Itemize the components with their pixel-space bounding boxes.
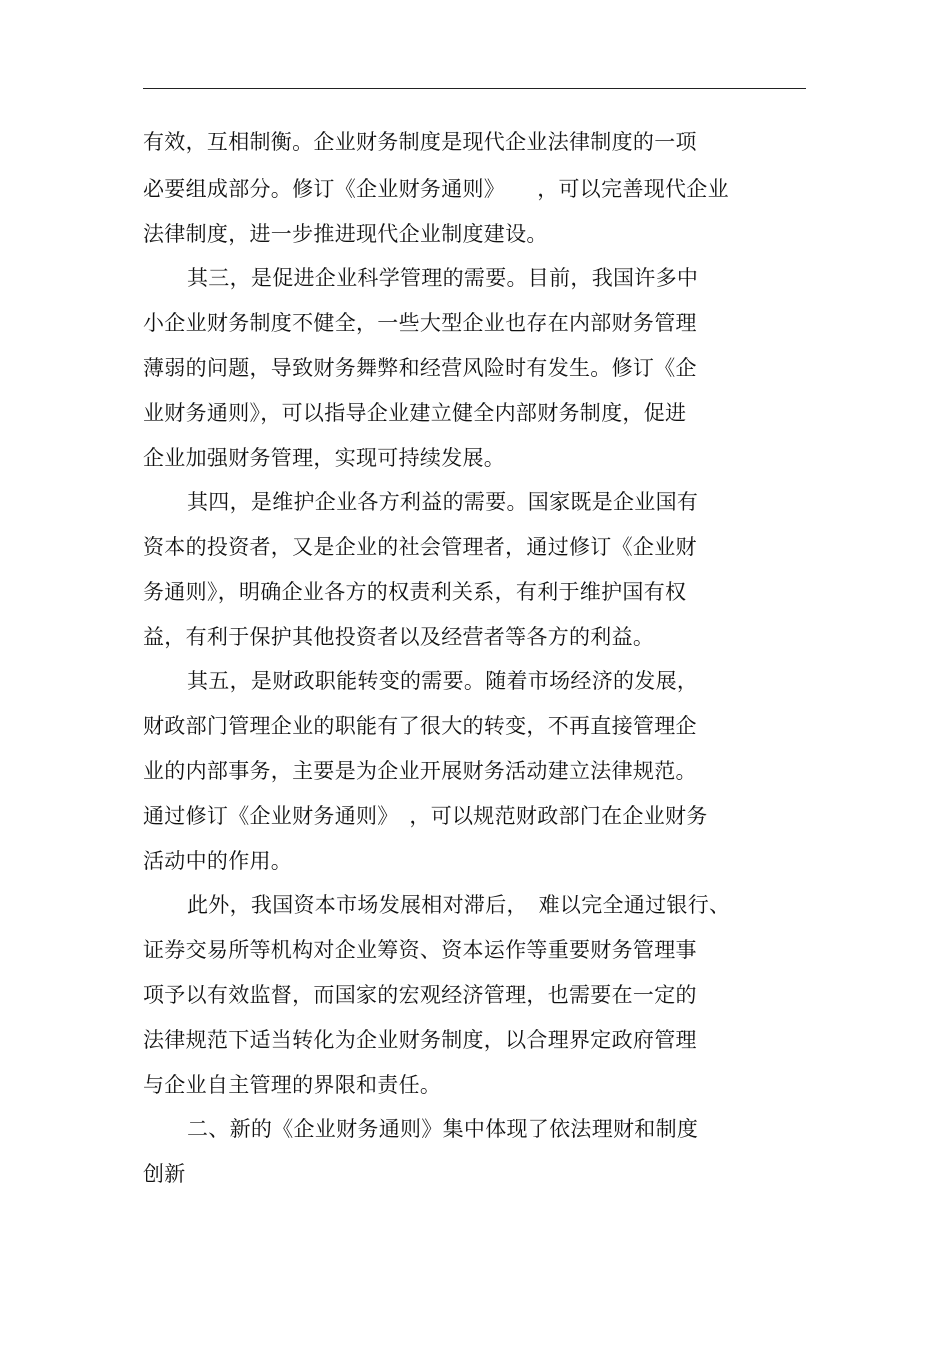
- text-line: 薄弱的问题，导致财务舞弊和经营风险时有发生。修订《企: [143, 356, 697, 380]
- text-line: 务通则》，明确企业各方的权责利关系，有利于维护国有权: [143, 580, 687, 604]
- text-line: 法律制度，进一步推进现代企业制度建设。: [143, 222, 548, 246]
- text-line: 证券交易所等机构对企业筹资、资本运作等重要财务管理事: [143, 938, 697, 962]
- text-line: 通过修订《企业财务通则》 ，可以规范财政部门在企业财务: [143, 804, 708, 828]
- text-line: 企业加强财务管理，实现可持续发展。: [143, 446, 506, 470]
- section-heading-line: 创新: [143, 1162, 186, 1186]
- text-line: 资本的投资者，又是企业的社会管理者，通过修订《企业财: [143, 535, 697, 559]
- text-line: 财政部门管理企业的职能有了很大的转变，不再直接管理企: [143, 714, 697, 738]
- paragraph-first-line: 其四，是维护企业各方利益的需要。国家既是企业国有: [187, 490, 699, 514]
- text-line: 业财务通则》，可以指导企业建立健全内部财务制度，促进: [143, 401, 687, 425]
- header-rule: [143, 88, 806, 89]
- paragraph-first-line: 其五，是财政职能转变的需要。随着市场经济的发展，: [187, 669, 699, 693]
- text-line: 小企业财务制度不健全，一些大型企业也存在内部财务管理: [143, 311, 697, 335]
- text-line: 项予以有效监督，而国家的宏观经济管理，也需要在一定的: [143, 983, 697, 1007]
- text-line: 法律规范下适当转化为企业财务制度，以合理界定政府管理: [143, 1028, 697, 1052]
- text-line: 活动中的作用。: [143, 849, 293, 873]
- text-line: 有效，互相制衡。企业财务制度是现代企业法律制度的一项: [143, 130, 697, 154]
- paragraph-first-line: 其三，是促进企业科学管理的需要。目前，我国许多中: [187, 266, 699, 290]
- text-line: 与企业自主管理的界限和责任。: [143, 1073, 442, 1097]
- text-line: 益，有利于保护其他投资者以及经营者等各方的利益。: [143, 625, 655, 649]
- text-line: 业的内部事务，主要是为企业开展财务活动建立法律规范。: [143, 759, 697, 783]
- paragraph-first-line: 此外，我国资本市场发展相对滞后， 难以完全通过银行、: [187, 893, 731, 917]
- section-heading-line: 二、新的《企业财务通则》集中体现了依法理财和制度: [187, 1117, 699, 1141]
- text-line: 必要组成部分。修订《企业财务通则》 ，可以完善现代企业: [143, 177, 729, 201]
